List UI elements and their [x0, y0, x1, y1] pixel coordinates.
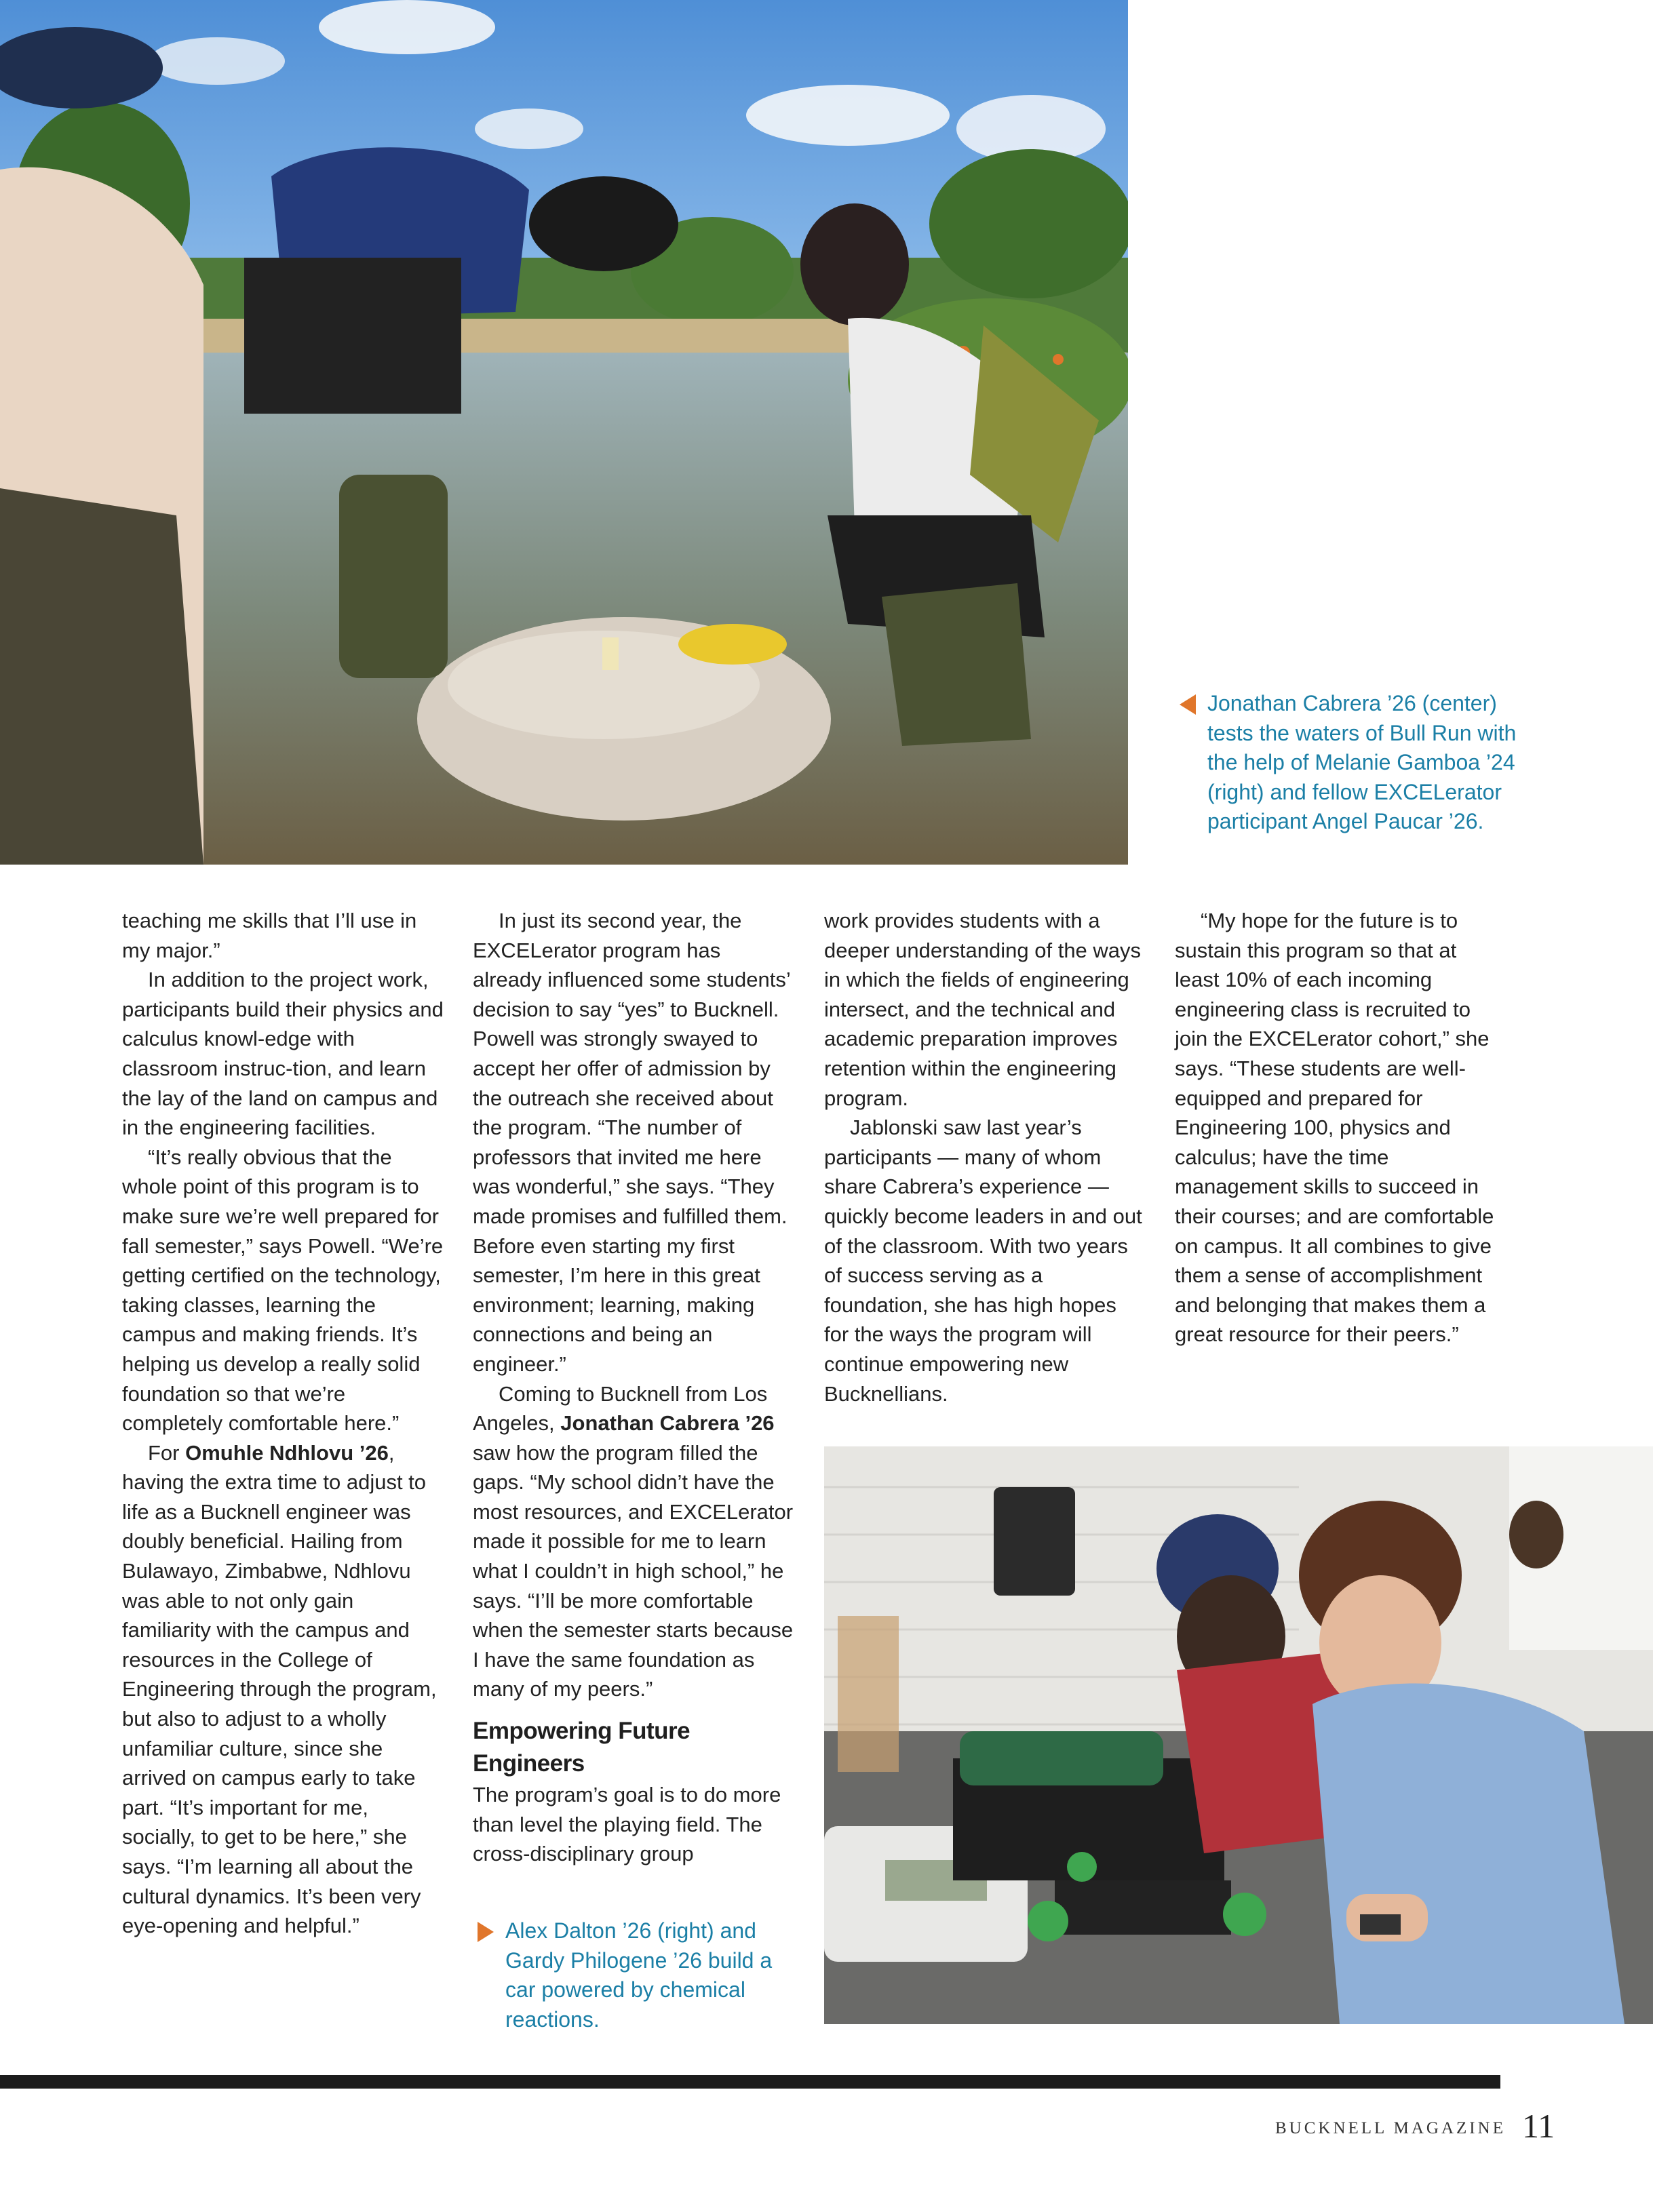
article-column-4 [1175, 906, 1497, 1349]
paragraph: “My hope for the future is to sustain this program so that at least 10% of each incoming engineering class is recruited to join the EXCELerator cohort,” she says. “These students are well-equipped and prepared for Engineering 100, physics and calculus; have the time management skills to succeed in their courses; and are comfortable on campus. It all combines to give them a sense of accomplishment and belonging that makes them a great resource for their peers.” [1175, 909, 1494, 1347]
article-column-1 [122, 906, 444, 1941]
paragraph-lead: Coming to Bucknell from Los Angeles, [473, 1381, 768, 1436]
photo-lab-car-build [824, 1446, 1653, 2024]
stream-photo-illustration [0, 0, 1128, 865]
paragraph: In just its second year, the EXCELerator program has already influenced some students’ decision to say “yes” to Bucknell. Powell was strongly swayed to accept her offer of admission by the outreach she received about the program. “The number of professors that invited me here was wonderful,” she says. “They made promises and fulfilled them. Before even starting my first semester, I’m here in this great environment; learning, making connections and being an engineer.” [473, 909, 790, 1376]
paragraph-rest: saw how the program filled the gaps. “My school didn’t have the most resources, and EXCELerator made it possible for me to learn what I couldn’t in high school,” he says. “I’ll be more comfortable when the semester starts because I have the same foundation as many of my peers.” [473, 1440, 794, 1701]
paragraph: The program’s goal is to do more than level the playing field. The cross-disciplinary group [473, 1783, 781, 1866]
paragraph-ndhlovu [122, 1438, 444, 1941]
person-name: Omuhle Ndhlovu ’26 [185, 1440, 389, 1465]
paragraph-lead: For [148, 1440, 186, 1465]
page-number: 11 [1522, 2107, 1555, 2145]
paragraph: work provides students with a deeper understanding of the ways in which the fields of engineering intersect, and the technical and academic preparation improves retention within the engineering program. [824, 909, 1142, 1110]
person-name: Jonathan Cabrera ’26 [560, 1411, 775, 1436]
magazine-name: BUCKNELL MAGAZINE [1275, 2119, 1506, 2137]
paragraph: “It’s really obvious that the whole point of this program is to make sure we’re well prepared for fall semester,” says Powell. “We’re getting certified on the technology, taking classes, learning the campus and making friends. It’s helping us develop a really solid foundation so that we’re completely comfortable here.” [122, 1145, 444, 1436]
section-heading: Empowering Future Engineers [473, 1718, 691, 1777]
paragraph: teaching me skills that I’ll use in my major.” [122, 909, 417, 962]
caption-pointer-icon [478, 1922, 494, 1942]
photo-caption-bottom [505, 1916, 804, 2034]
paragraph: In addition to the project work, participants build their physics and calculus knowl-edge with classroom instruc-tion, and learn the lay of the land on campus and in the engineering facilities. [122, 968, 444, 1140]
photo-caption-top [1207, 689, 1519, 837]
article-column-2 [473, 906, 795, 1869]
paragraph-rest: , having the extra time to adjust to life as a Bucknell engineer was doubly beneficial. Hailing from Bulawayo, Zimbabwe, Ndhlovu was able to not only gain familiarity with the campus and resources in the College of Engineering through the program, but also to adjust to a wholly unfamiliar culture, since she arrived on campus early to take part. “It’s important for me, socially, to get to be here,” she says. “I’m learning all about the cultural dynamics. It’s been very eye-opening and helpful.” [122, 1440, 437, 1938]
article-column-3 [824, 906, 1146, 1408]
caption-bottom-text: Alex Dalton ’26 (right) and Gardy Philogene ’26 build a car powered by chemical reactions. [505, 1918, 773, 2032]
lab-photo-illustration [824, 1446, 1653, 2024]
caption-pointer-icon [1180, 694, 1196, 715]
footer-rule [0, 2075, 1500, 2089]
paragraph: Jablonski saw last year’s participants — many of whom share Cabrera’s experience — quickly become leaders in and out of the classroom. With two years of success serving as a foundation, she has high hopes for the ways the program will continue empowering new Bucknellians. [824, 1115, 1142, 1406]
paragraph-cabrera [473, 1379, 795, 1705]
photo-stream-testing [0, 0, 1128, 865]
caption-top-text: Jonathan Cabrera ’26 (center) tests the waters of Bull Run with the help of Melanie Gamboa ’24 (right) and fellow EXCELerator participant Angel Paucar ’26. [1207, 691, 1517, 833]
